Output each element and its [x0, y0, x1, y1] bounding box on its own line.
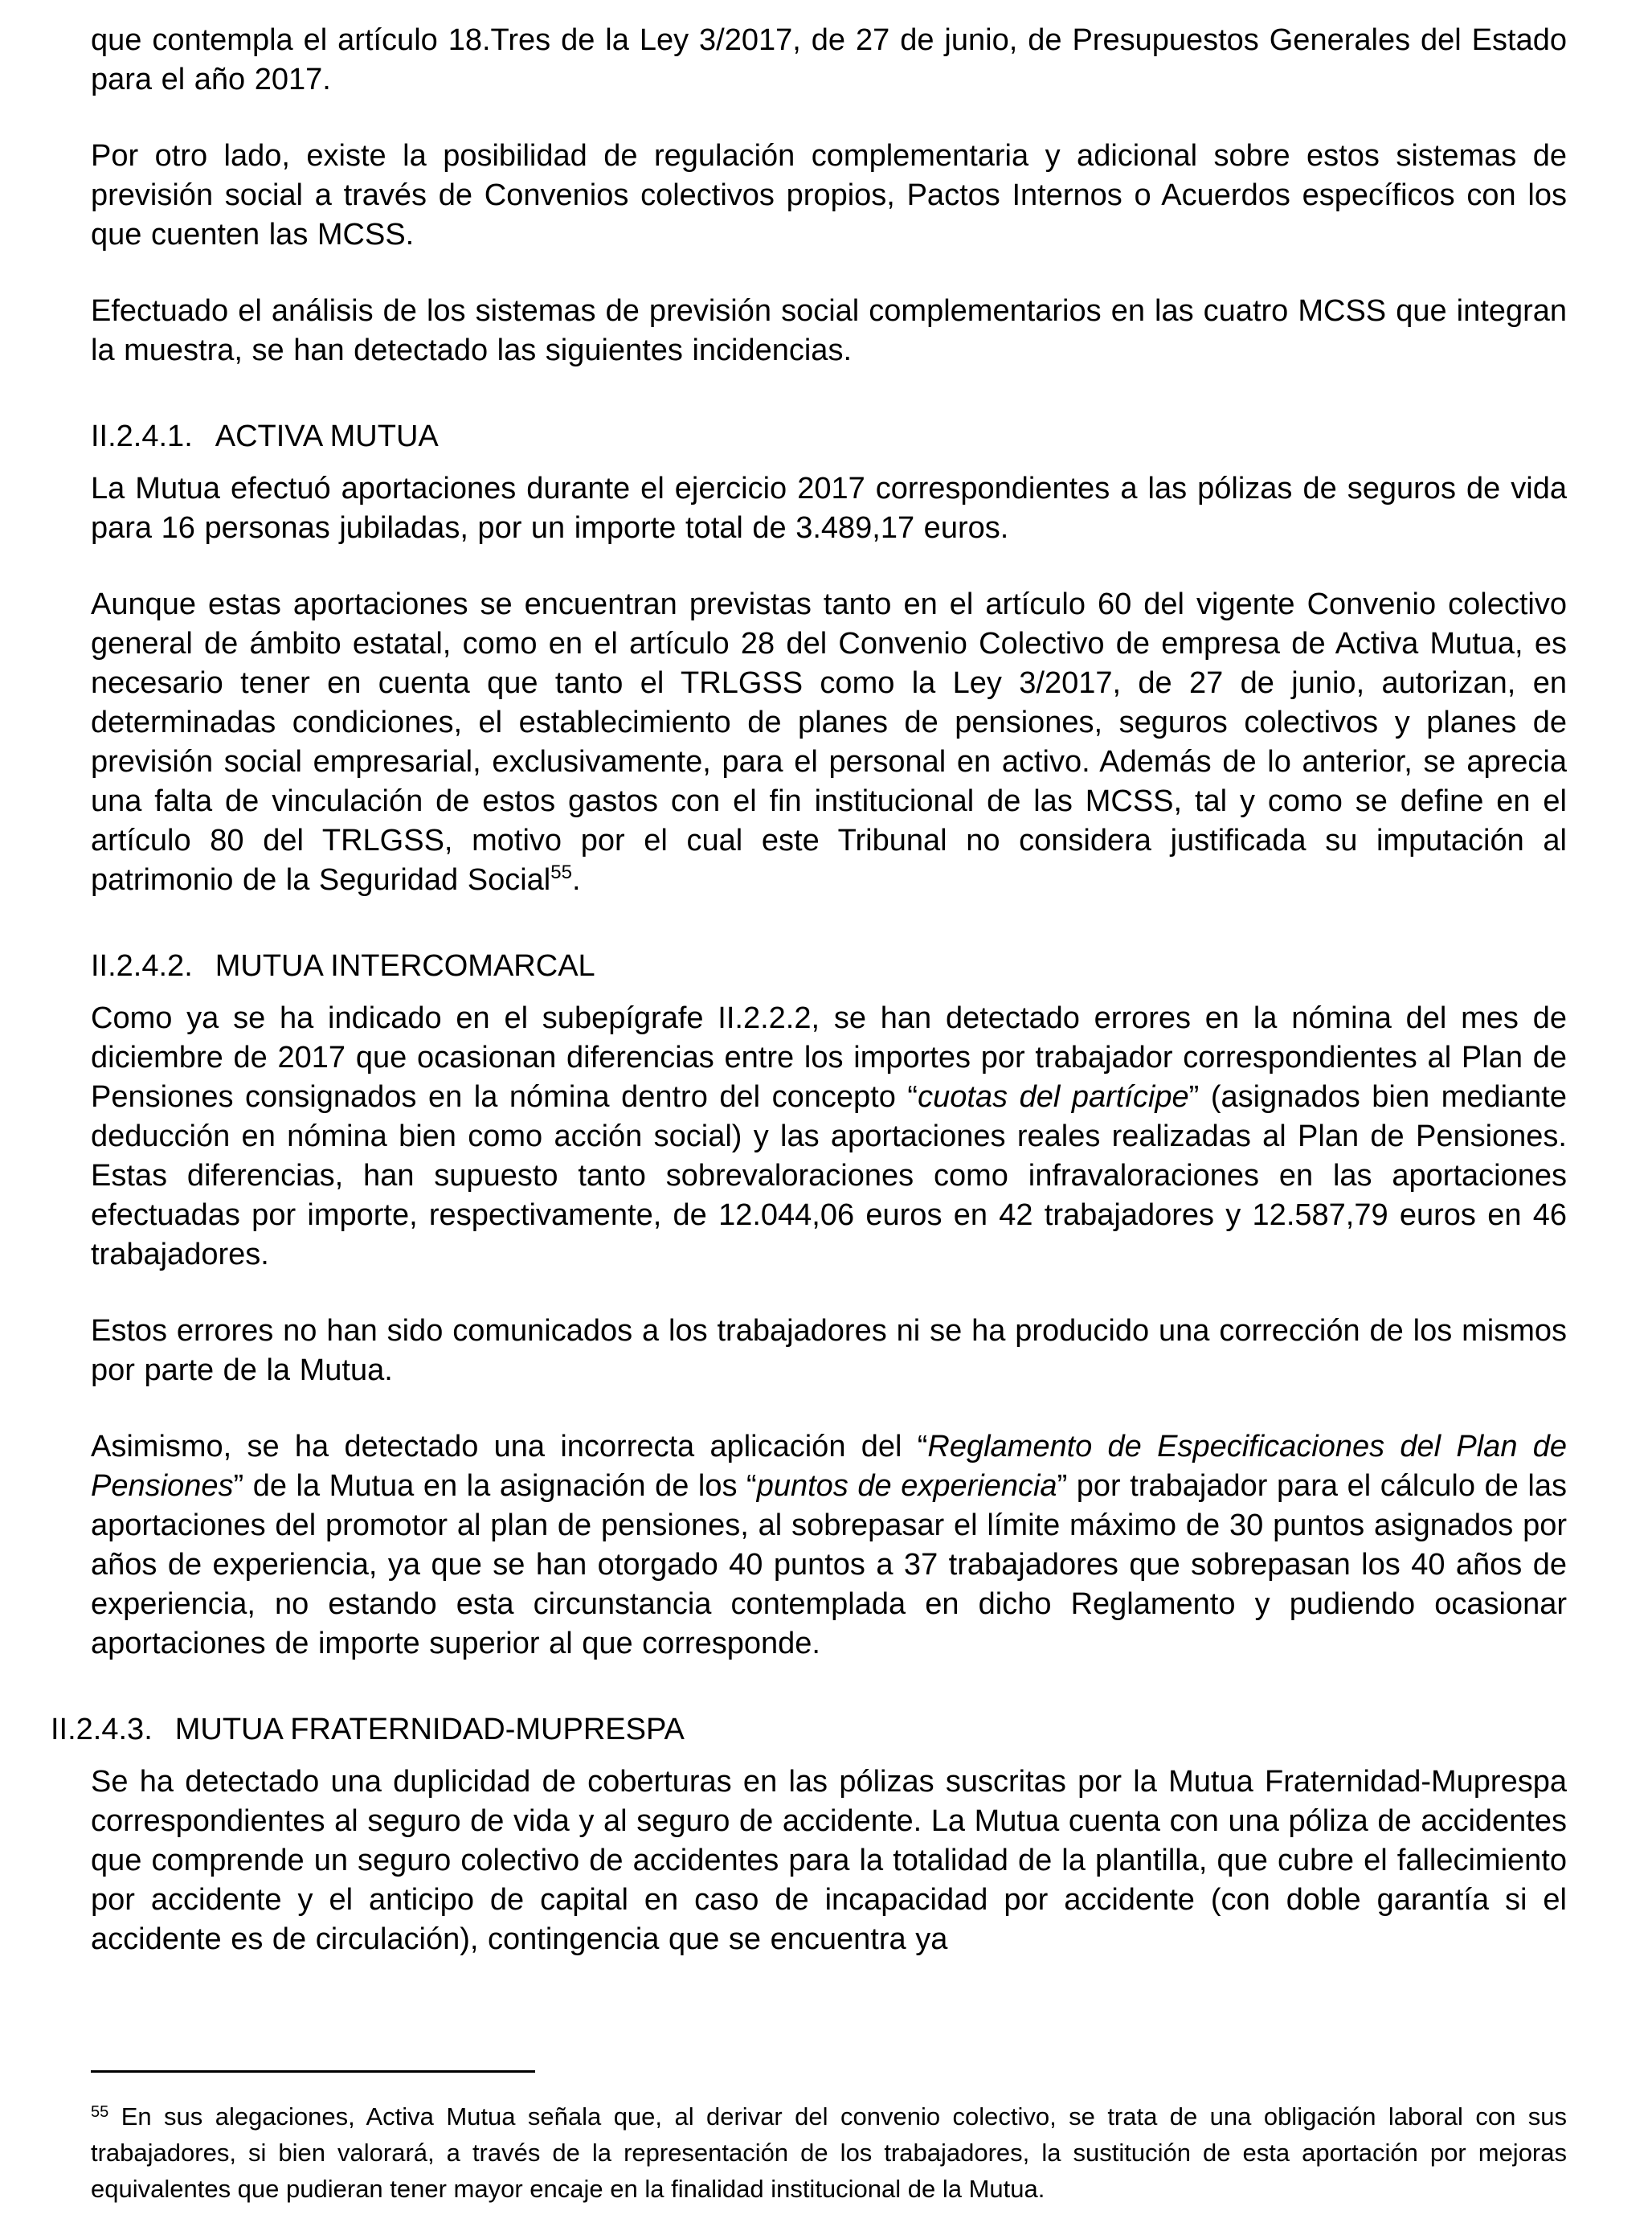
- text-run: Por otro lado, existe la posibilidad de regulación complementaria y adicional sobre estos sistemas de previsión social a través de Convenios colectivos propios, Pactos Internos o Acuerdos específicos con los que cuenten las MCSS.: [91, 139, 1567, 252]
- italic-text: cuotas del partícipe: [918, 1080, 1189, 1114]
- footnote-area: [91, 2070, 1567, 2207]
- paragraph: [91, 292, 1567, 370]
- text-run: ” por trabajador para el cálculo de las aportaciones del promotor al plan de pensiones, al sobrepasar el límite máximo de 30 puntos asignados por años de experiencia, ya que se han otorgado 40 puntos a 37 trabajadores que sobrepasan los 40 años de experiencia, no estando esta circunstancia contemplada en dicho Reglamento y pudiendo ocasionar aportaciones de importe superior al que corresponde.: [91, 1469, 1567, 1660]
- text-run: .: [571, 863, 581, 897]
- paragraph: [91, 21, 1567, 100]
- paragraph: [91, 585, 1567, 900]
- document-body: [51, 21, 1567, 1959]
- paragraph: [91, 999, 1567, 1275]
- section-heading: [91, 947, 1567, 986]
- paragraph: [91, 1427, 1567, 1664]
- footnote-reference: 55: [550, 862, 572, 883]
- text-run: ” de la Mutua en la asignación de los “: [233, 1469, 757, 1503]
- text-run: Asimismo, se ha detectado una incorrecta aplicación del “: [91, 1430, 928, 1463]
- paragraph: [91, 137, 1567, 255]
- section-number: II.2.4.2.: [91, 949, 193, 983]
- section-title: MUTUA INTERCOMARCAL: [215, 949, 595, 983]
- text-run: En sus alegaciones, Activa Mutua señala que, al derivar del convenio colectivo, se trata de una obligación laboral con sus trabajadores, si bien valorará, a través de la representación de los trabajadores, la sustitución de esta aportación por mejoras equivalentes que pudieran tener mayor encaje en la finalidad institucional de la Mutua.: [91, 2102, 1567, 2203]
- paragraph: [91, 1762, 1567, 1959]
- section-heading: [51, 1710, 1567, 1750]
- text-run: La Mutua efectuó aportaciones durante el ejercicio 2017 correspondientes a las pólizas de seguros de vida para 16 personas jubiladas, por un importe total de 3.489,17 euros.: [91, 472, 1567, 545]
- text-run: Se ha detectado una duplicidad de coberturas en las pólizas suscritas por la Mutua Fraternidad-Muprespa correspondientes al seguro de vida y al seguro de accidente. La Mutua cuenta con una póliza de accidentes que comprende un seguro colectivo de accidentes para la totalidad de la plantilla, que cubre el fallecimiento por accidente y el anticipo de capital en caso de incapacidad por accidente (con doble garantía si el accidente es de circulación), contingencia que se encuentra ya: [91, 1765, 1567, 1956]
- text-run: Estos errores no han sido comunicados a los trabajadores ni se ha producido una corrección de los mismos por parte de la Mutua.: [91, 1314, 1567, 1387]
- section-heading: [91, 417, 1567, 456]
- text-run: Aunque estas aportaciones se encuentran previstas tanto en el artículo 60 del vigente Convenio colectivo general de ámbito estatal, como en el artículo 28 del Convenio Colectivo de empresa de Activa Mutua, es necesario tener en cuenta que tanto el TRLGSS como la Ley 3/2017, de 27 de junio, autorizan, en determinadas condiciones, el establecimiento de planes de pensiones, seguros colectivos y planes de previsión social empresarial, exclusivamente, para el personal en activo. Además de lo anterior, se aprecia una falta de vinculación de estos gastos con el fin institucional de las MCSS, tal y como se define en el artículo 80 del TRLGSS, motivo por el cual este Tribunal no considera justificada su imputación al patrimonio de la Seguridad Social: [91, 587, 1567, 897]
- text-run: ” (asignados bien mediante deducción en nómina bien como acción social) y las aportaciones reales realizadas al Plan de Pensiones. Estas diferencias, han supuesto tanto sobrevaloraciones como infravaloraciones en las aportaciones efectuadas por importe, respectivamente, de 12.044,06 euros en 42 trabajadores y 12.587,79 euros en 46 trabajadores.: [91, 1080, 1567, 1271]
- section-title: ACTIVA MUTUA: [215, 420, 439, 453]
- italic-text: Reglamento de Especificaciones del Plan de Pensiones: [91, 1430, 1567, 1503]
- footnote-text: [91, 2098, 1567, 2207]
- italic-text: puntos de experiencia: [756, 1469, 1057, 1503]
- section-number: II.2.4.3.: [51, 1713, 153, 1746]
- footnote-marker: 55: [91, 2103, 109, 2121]
- paragraph: [91, 1312, 1567, 1390]
- text-run: Efectuado el análisis de los sistemas de previsión social complementarios en las cuatro MCSS que integran la muestra, se han detectado las siguientes incidencias.: [91, 294, 1567, 367]
- section-number: II.2.4.1.: [91, 420, 193, 453]
- section-title: MUTUA FRATERNIDAD-MUPRESPA: [174, 1713, 685, 1746]
- text-run: Como ya se ha indicado en el subepígrafe II.2.2.2, se han detectado errores en la nómina del mes de diciembre de 2017 que ocasionan diferencias entre los importes por trabajador correspondientes al Plan de Pensiones consignados en la nómina dentro del concepto “: [91, 1001, 1567, 1114]
- paragraph: [91, 469, 1567, 548]
- footnote-separator: [91, 2070, 535, 2073]
- text-run: que contempla el artículo 18.Tres de la Ley 3/2017, de 27 de junio, de Presupuestos Generales del Estado para el año 2017.: [91, 23, 1567, 96]
